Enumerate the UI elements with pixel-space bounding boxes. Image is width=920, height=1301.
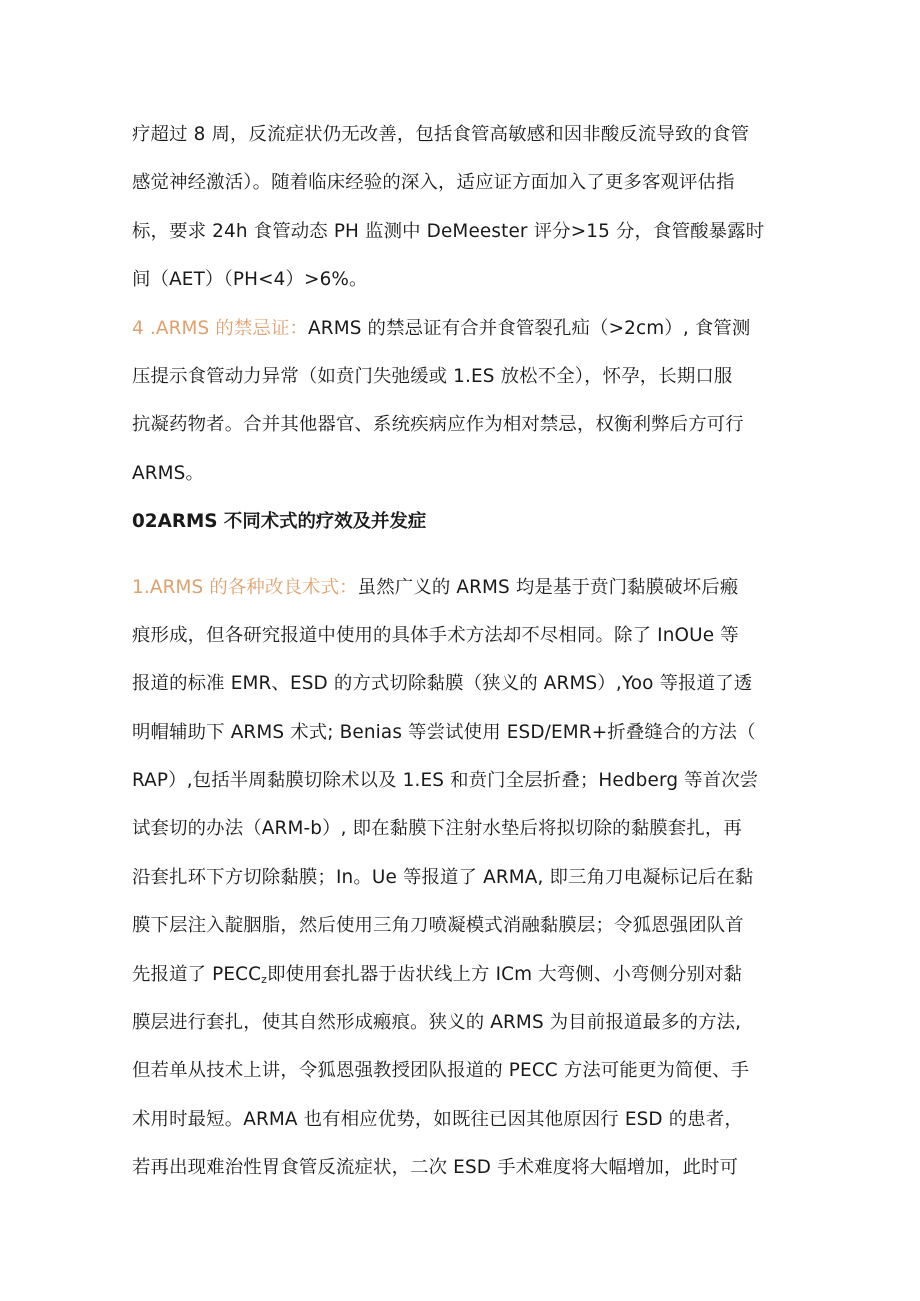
text-line: 但若单从技术上讲，令狐恩强教授团队报道的 PECC 方法可能更为简便、手 (132, 1060, 750, 1082)
paragraph-contraindications (132, 305, 804, 499)
item-label-modified-procedures: 1.ARMS 的各种改良术式： (132, 576, 358, 598)
text-line: 压提示食管动力异常（如贲门失弛缓或 1.ES 放松不全），怀孕，长期口服 (132, 365, 733, 387)
text-line: 若再出现难治性胃食管反流症状，二次 ESD 手术难度将大幅增加，此时可 (132, 1157, 739, 1179)
text-line: 明帽辅助下 ARMS 术式; Benias 等尝试使用 ESD∕EMR+折叠缝合的方法（ (132, 721, 756, 743)
text-line: 报道的标准 EMR、ESD 的方式切除黏膜（狭义的 ARMS）,Yoo 等报道了透 (132, 673, 753, 695)
section-heading: 02ARMS 不同术式的疗效及并发症 (132, 511, 427, 533)
text-segment: 虽然广义的 ARMS 均是基于贲门黏膜破坏后瘢 (357, 576, 739, 598)
text-line: 间（AET）（PH<4）>6%。 (132, 269, 368, 291)
text-line: 试套切的办法（ARM-b）, 即在黏膜下注射水垫后将拟切除的黏膜套扎，再 (132, 818, 742, 840)
text-line (132, 951, 804, 999)
text-line: RAP）,包括半周黏膜切除术以及 1.ES 和贲门全层折叠；Hedberg 等首次尝 (132, 770, 759, 792)
text-line: 感觉神经激活）。随着临床经验的深入，适应证方面加入了更多客观评估指 (132, 172, 735, 194)
text-segment: ARMS 的禁忌证有合并食管裂孔疝（>2cm）, 食管测 (308, 317, 751, 339)
text-line (132, 305, 804, 353)
text-line: 疗超过 8 周，反流症状仍无改善，包括食管高敏感和因非酸反流导致的食管 (132, 124, 750, 145)
document-body (132, 111, 804, 1193)
text-line: 膜下层注入靛胭脂，然后使用三角刀喷凝模式消融黏膜层；令狐恩强团队首 (132, 915, 744, 937)
text-line: 沿套扎环下方切除黏膜；In。Ue 等报道了 ARMA, 即三角刀电凝标记后在黏 (132, 866, 754, 888)
text-line (132, 564, 804, 612)
text-line: ARMS。 (132, 462, 205, 484)
subscript: z (261, 972, 268, 986)
text-line: 标，要求 24h 食管动态 PH 监测中 DeMeester 评分>15 分，食管酸暴露时 (132, 220, 765, 242)
paragraph-modified-procedures (132, 564, 804, 1193)
paragraph-indications-continued (132, 111, 804, 305)
item-label-contraindications: 4 .ARMS 的禁忌证： (132, 317, 309, 339)
text-line: 术用时最短。ARMA 也有相应优势，如既往已因其他原因行 ESD 的患者， (132, 1108, 743, 1130)
text-line: 痕形成，但各研究报道中使用的具体手术方法却不尽相同。除了 InOUe 等 (132, 624, 739, 646)
text-segment: 先报道了 PECC (132, 963, 262, 985)
text-line: 抗凝药物者。合并其他器官、系统疾病应作为相对禁忌，权衡利弊后方可行 (132, 414, 744, 436)
text-segment: 即使用套扎器于齿状线上方 ICm 大弯侧、小弯侧分别对黏 (267, 963, 743, 985)
text-line: 膜层进行套扎，使其自然形成瘢痕。狭义的 ARMS 为目前报道最多的方法, (132, 1012, 742, 1034)
